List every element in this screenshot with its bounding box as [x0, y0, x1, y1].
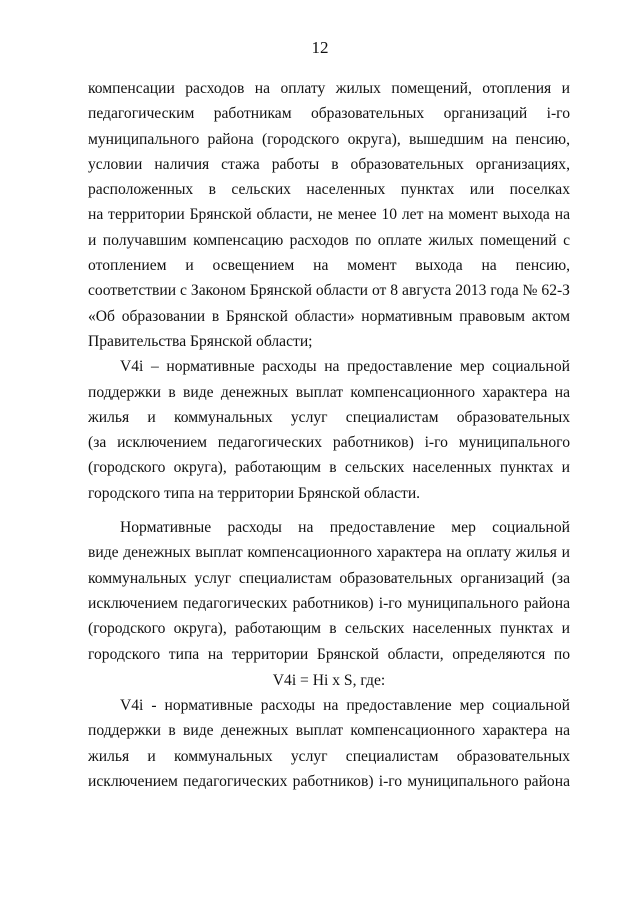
- text-line: поддержки в виде денежных выплат компенсационного характера на: [88, 722, 570, 740]
- text-line: муниципального района (городского округа), вышедшим на пенсию,: [88, 130, 570, 148]
- text-line: поддержки в виде денежных выплат компенсационного характера на: [88, 383, 570, 401]
- text-line: соответствии с Законом Брянской области от 8 августа 2013 года № 62-З: [88, 282, 570, 300]
- text-line: (городского округа), работающим в сельских населенных пунктах и: [88, 620, 570, 638]
- text-line: на территории Брянской области, не менее 10 лет на момент выхода на: [88, 206, 570, 224]
- text-line: отоплением и освещением на момент выхода на пенсию,: [88, 257, 570, 275]
- text-line: жилья и коммунальных услуг специалистам образовательных: [88, 408, 570, 426]
- text-line: условии наличия стажа работы в образовательных организациях,: [88, 155, 570, 173]
- text-line: городского типа на территории Брянской области, определяются по: [88, 645, 570, 663]
- text-line: педагогическим работникам образовательных организаций i-го: [88, 105, 570, 123]
- page-number: 12: [311, 38, 329, 57]
- text-line: исключением педагогических работников) i-го муниципального района: [88, 773, 570, 791]
- text-line: «Об образовании в Брянской области» нормативным правовым актом: [88, 307, 570, 325]
- text-line: городского типа на территории Брянской области.: [88, 484, 421, 502]
- text-line: Правительства Брянской области;: [88, 332, 313, 350]
- text-line: V4i - нормативные расходы на предоставление мер социальной: [120, 697, 570, 715]
- text-line: жилья и коммунальных услуг специалистам образовательных: [88, 747, 570, 765]
- text-line: коммунальных услуг специалистам образовательных организаций (за: [88, 569, 570, 587]
- text-line: Нормативные расходы на предоставление мер социальной: [120, 519, 570, 537]
- text-line: V4i – нормативные расходы на предоставление мер социальной: [120, 358, 570, 376]
- text-line: (городского округа), работающим в сельских населенных пунктах и: [88, 459, 570, 477]
- text-line: компенсации расходов на оплату жилых помещений, отопления и: [88, 80, 570, 97]
- body-text: [88, 76, 570, 794]
- text-line: исключением педагогических работников) i-го муниципального района: [88, 594, 570, 612]
- text-line: и получавшим компенсацию расходов по оплате жилых помещений с: [88, 231, 570, 249]
- text-line: расположенных в сельских населенных пунктах или поселках: [88, 181, 570, 199]
- formula-line: V4i = Hi x S, где:: [272, 671, 386, 689]
- text-line: виде денежных выплат компенсационного характера на оплату жилья и: [88, 544, 570, 562]
- text-line: (за исключением педагогических работников) i-го муниципального: [88, 434, 570, 452]
